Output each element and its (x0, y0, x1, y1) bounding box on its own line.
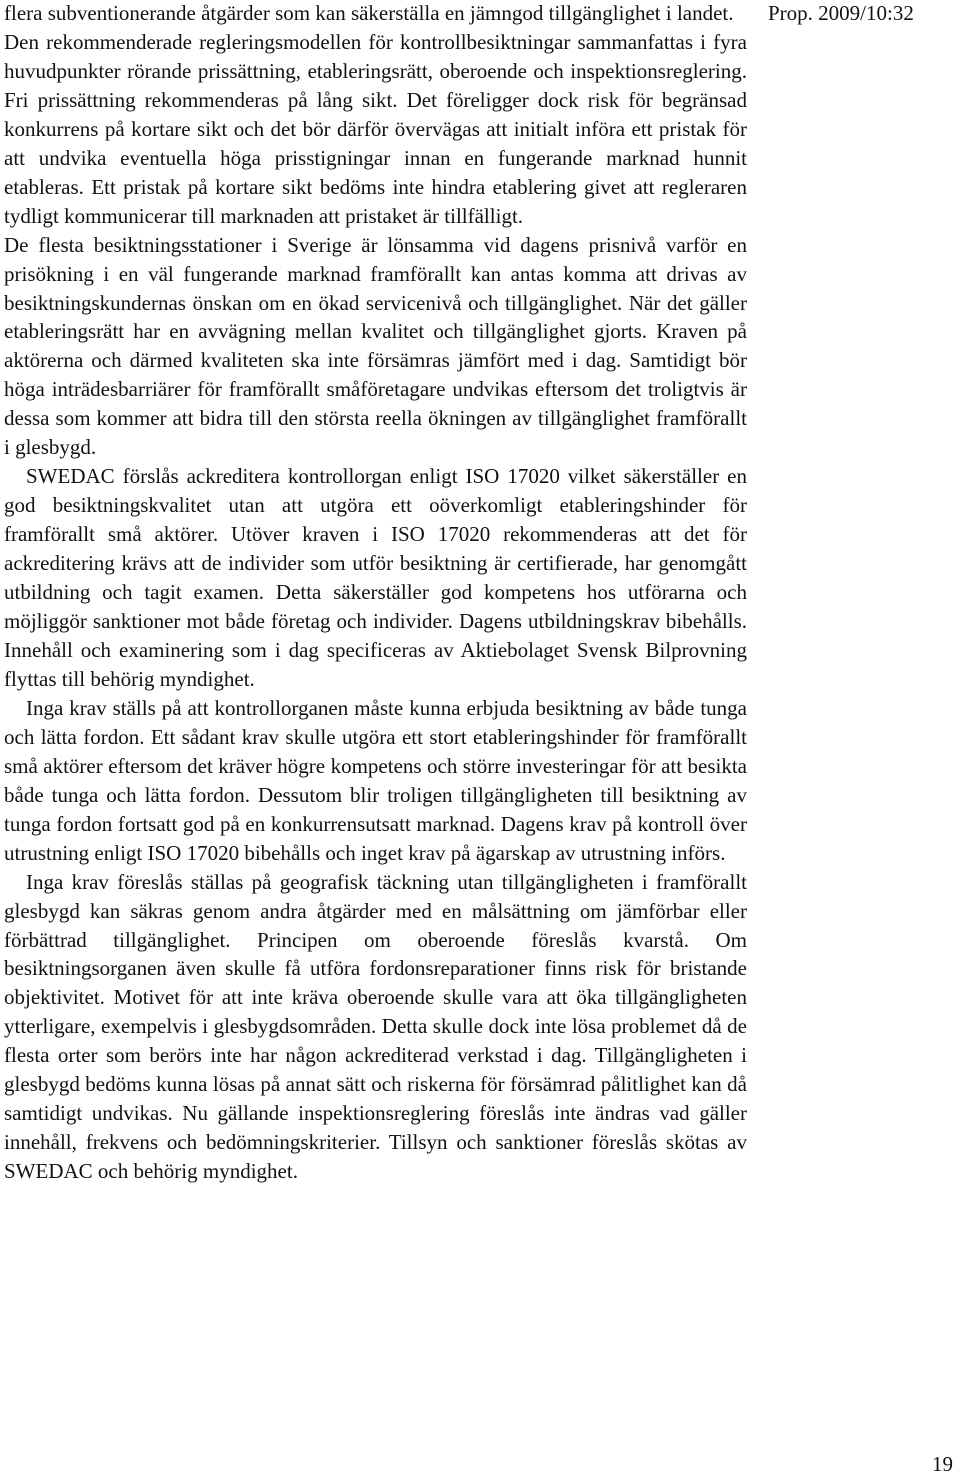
main-text-column (4, 0, 747, 1186)
paragraph-1: flera subventionerande åtgärder som kan säkerställa en jämngod tillgänglighet i landet. (4, 1, 734, 25)
paragraph-5: Inga krav ställs på att kontrollorganen måste kunna erbjuda besiktning av både tunga och lätta fordon. Ett sådant krav skulle utgöra ett stort etableringshinder för framförallt små aktörer eftersom det kräver högre kompetens och större investeringar för att besikta både tunga och lätta fordon. Dessutom blir troligen tillgängligheten till besiktning av tunga fordon fortsatt god på en konkurrensutsatt marknad. Dagens krav på kontroll över utrustning enligt ISO 17020 bibehålls och inget krav på ägarskap av utrustning införs. (4, 695, 747, 865)
document-reference: Prop. 2009/10:32 (768, 1, 914, 25)
paragraph-4: SWEDAC förslås ackreditera kontrollorgan enligt ISO 17020 vilket säkerställer en god besiktningskvalitet utan att utgöra ett oöverkomligt etableringshinder för framförallt små aktörer. Utöver kraven i ISO 17020 rekommenderas att det för ackreditering krävs att de individer som utför besiktning är certifierade, har genomgått utbildning och tagit examen. Detta säkerställer god kompetens hos utförarna och möjliggör sanktioner mot både företag och individer. Dagens utbildningskrav bibehålls. Innehåll och examinering som i dag specificeras av Aktiebolaget Svensk Bilprovning flyttas till behörig myndighet. (4, 464, 747, 691)
page-number: 19 (932, 1452, 953, 1476)
paragraph-6: Inga krav föreslås ställas på geografisk täckning utan tillgängligheten i framförallt glesbygd kan säkras genom andra åtgärder med en målsättning om jämförbar eller förbättrad tillgänglighet. Principen om oberoende föreslås kvarstå. Om besiktningsorganen även skulle få utföra fordonsreparationer finns risk för bristande objektivitet. Motivet för att inte kräva oberoende skulle vara att öka tillgängligheten ytterligare, exempelvis i glesbygdsområden. Detta skulle dock inte lösa problemet då de flesta orter som berörs inte har någon ackrediterad verkstad i dag. Tillgängligheten i glesbygd bedöms kunna lösas på annat sätt och riskerna för försämrad pålitlighet kan då samtidigt undvikas. Nu gällande inspektionsreglering föreslås inte ändras vad gäller innehåll, frekvens och bedömningskriterier. Tillsyn och sanktioner föreslås skötas av SWEDAC och behörig myndighet. (4, 869, 747, 1184)
paragraph-2: Den rekommenderade regleringsmodellen för kontrollbesiktningar sammanfattas i fyra huvudpunkter rörande prissättning, etableringsrätt, oberoende och inspektionsreglering. Fri prissättning rekommenderas på lång sikt. Det föreligger dock risk för begränsad konkurrens på kortare sikt och det bör därför övervägas att initialt införa ett pristak för att undvika eventuella höga prisstigningar innan en fungerande marknad hunnit etableras. Ett pristak på kortare sikt bedöms inte hindra etablering givet att regleraren tydligt kommunicerar till marknaden att pristaket är tillfälligt. (4, 29, 747, 228)
paragraph-3: De flesta besiktningsstationer i Sverige är lönsamma vid dagens prisnivå varför en prisökning i en väl fungerande marknad framförallt kan antas komma att drivas av besiktningskundernas önskan om en ökad servicenivå och tillgänglighet. När det gäller etableringsrätt har en avvägning mellan kvalitet och tillgänglighet gjorts. Kraven på aktörerna och därmed kvaliteten ska inte försämras jämfört med i dag. Samtidigt bör höga inträdesbarriärer för framförallt småföretagare undvikas eftersom det troligtvis är dessa som kommer att bidra till den största reella ökningen av tillgänglighet framförallt i glesbygd. (4, 232, 747, 460)
